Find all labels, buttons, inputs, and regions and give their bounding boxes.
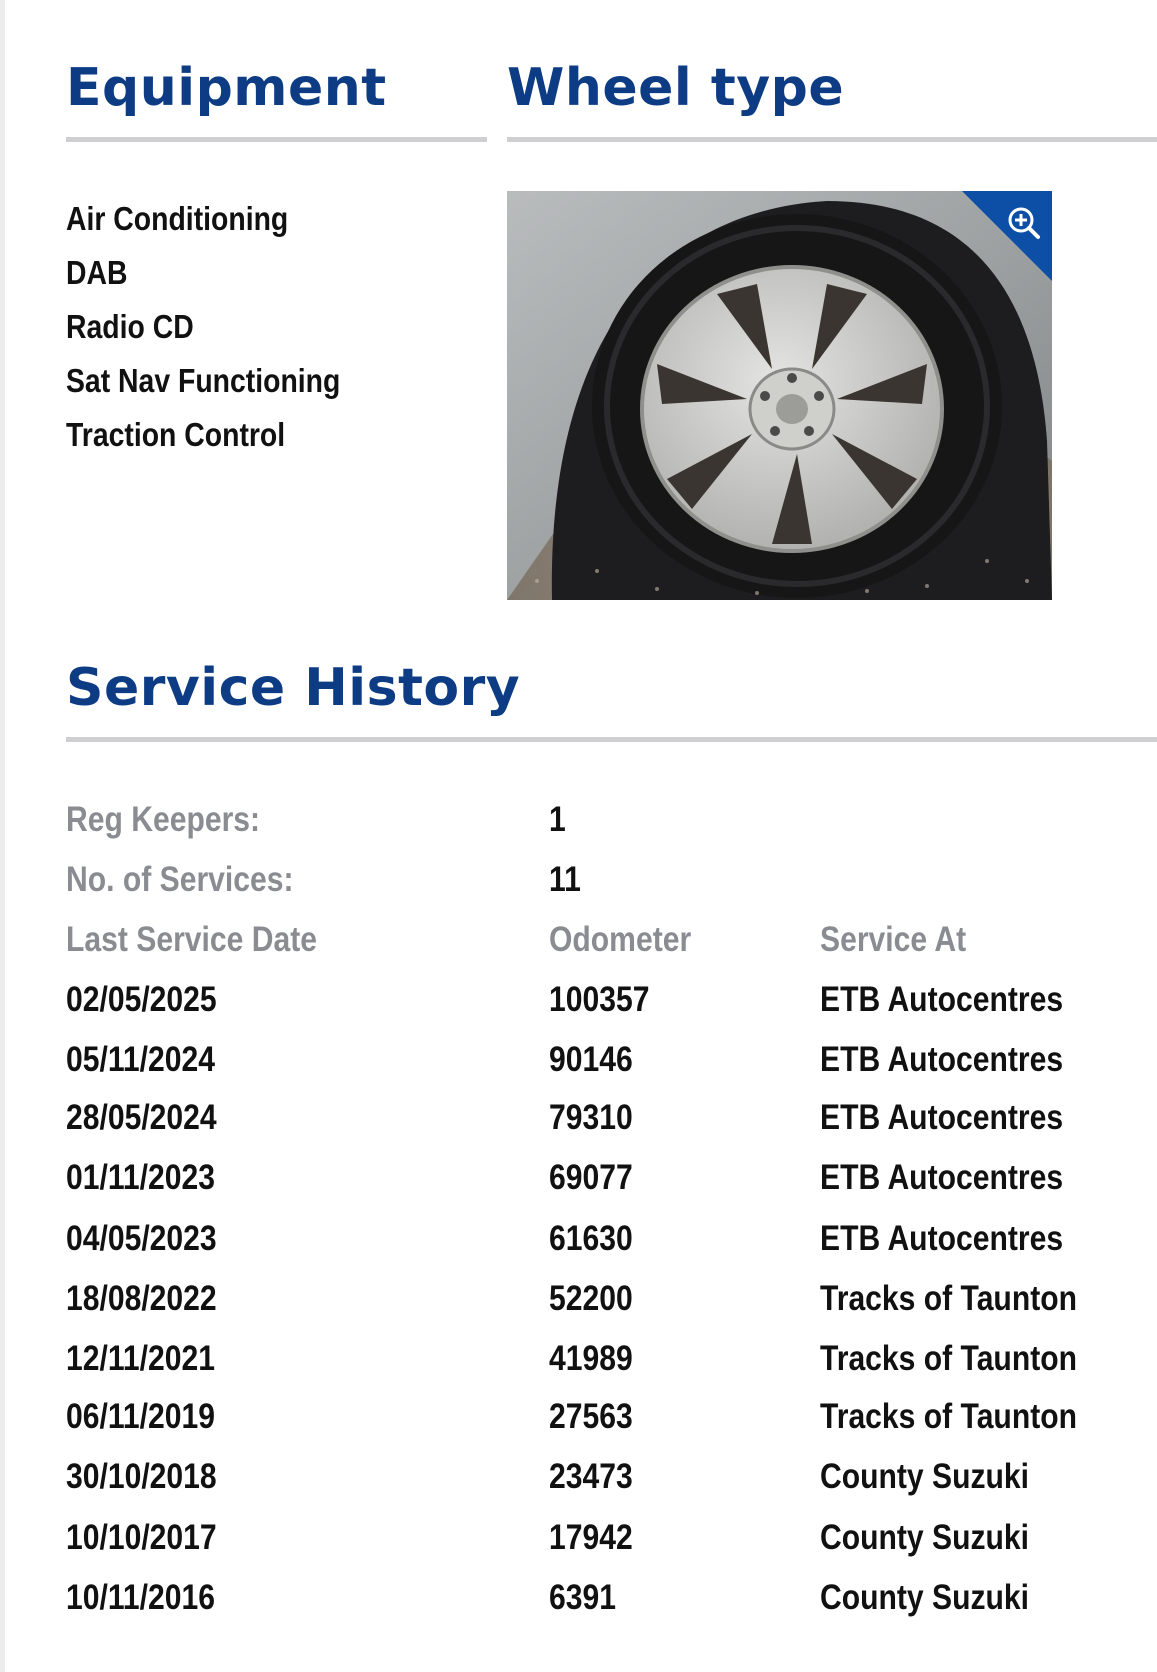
num-services-row [0, 850, 1157, 910]
table-row [0, 970, 1157, 1030]
table-row [0, 1447, 1157, 1507]
equipment-item: Sat Nav Functioning [66, 362, 341, 399]
num-services-value: 11 [549, 860, 581, 899]
zoom-in-icon [962, 191, 1052, 281]
service-date: 01/11/2023 [66, 1158, 215, 1197]
service-location: Tracks of Taunton [820, 1339, 1078, 1378]
reg-keepers-value: 1 [549, 800, 566, 839]
table-row [0, 1508, 1157, 1568]
service-odometer: 17942 [549, 1518, 633, 1557]
table-row [0, 1030, 1157, 1090]
service-location: County Suzuki [820, 1518, 1030, 1557]
equipment-item: DAB [66, 254, 128, 291]
table-row [0, 1387, 1157, 1447]
wheel-type-divider [507, 137, 1157, 142]
reg-keepers-label: Reg Keepers: [66, 800, 261, 839]
reg-keepers-row [0, 790, 1157, 850]
service-history-divider [66, 737, 1157, 742]
service-date: 12/11/2021 [66, 1339, 215, 1378]
service-location: Tracks of Taunton [820, 1279, 1078, 1318]
service-location: County Suzuki [820, 1578, 1030, 1617]
service-odometer: 90146 [549, 1040, 633, 1079]
equipment-divider [66, 137, 487, 142]
service-table-header [0, 910, 1157, 970]
equipment-list [66, 192, 385, 462]
column-header-service-at: Service At [820, 920, 967, 959]
table-row [0, 1269, 1157, 1329]
table-row [0, 1148, 1157, 1208]
column-header-date: Last Service Date [66, 920, 317, 959]
service-odometer: 41989 [549, 1339, 633, 1378]
service-location: ETB Autocentres [820, 1098, 1064, 1137]
zoom-in-button[interactable] [962, 191, 1052, 281]
service-date: 02/05/2025 [66, 980, 217, 1019]
service-date: 28/05/2024 [66, 1098, 217, 1137]
column-header-odometer: Odometer [549, 920, 692, 959]
table-row [0, 1088, 1157, 1148]
service-date: 30/10/2018 [66, 1457, 217, 1496]
equipment-item: Traction Control [66, 416, 286, 453]
service-date: 10/10/2017 [66, 1518, 217, 1557]
table-row [0, 1568, 1157, 1628]
service-date: 06/11/2019 [66, 1397, 215, 1436]
wheel-photo[interactable] [507, 191, 1052, 600]
table-row [0, 1329, 1157, 1389]
service-date: 05/11/2024 [66, 1040, 215, 1079]
equipment-item: Air Conditioning [66, 200, 289, 237]
num-services-label: No. of Services: [66, 860, 294, 899]
service-date: 04/05/2023 [66, 1219, 217, 1258]
service-date: 18/08/2022 [66, 1279, 217, 1318]
equipment-item: Radio CD [66, 308, 194, 345]
service-location: ETB Autocentres [820, 980, 1064, 1019]
service-odometer: 79310 [549, 1098, 633, 1137]
service-odometer: 61630 [549, 1219, 633, 1258]
service-history-heading: Service History [66, 658, 521, 718]
service-location: ETB Autocentres [820, 1040, 1064, 1079]
wheel-type-heading: Wheel type [507, 58, 845, 118]
service-odometer: 6391 [549, 1578, 616, 1617]
service-odometer: 27563 [549, 1397, 633, 1436]
service-odometer: 69077 [549, 1158, 633, 1197]
table-row [0, 1209, 1157, 1269]
service-odometer: 23473 [549, 1457, 633, 1496]
service-location: ETB Autocentres [820, 1158, 1064, 1197]
service-location: County Suzuki [820, 1457, 1030, 1496]
service-location: ETB Autocentres [820, 1219, 1064, 1258]
service-odometer: 100357 [549, 980, 650, 1019]
service-odometer: 52200 [549, 1279, 633, 1318]
equipment-heading: Equipment [66, 58, 387, 118]
service-date: 10/11/2016 [66, 1578, 215, 1617]
service-location: Tracks of Taunton [820, 1397, 1078, 1436]
